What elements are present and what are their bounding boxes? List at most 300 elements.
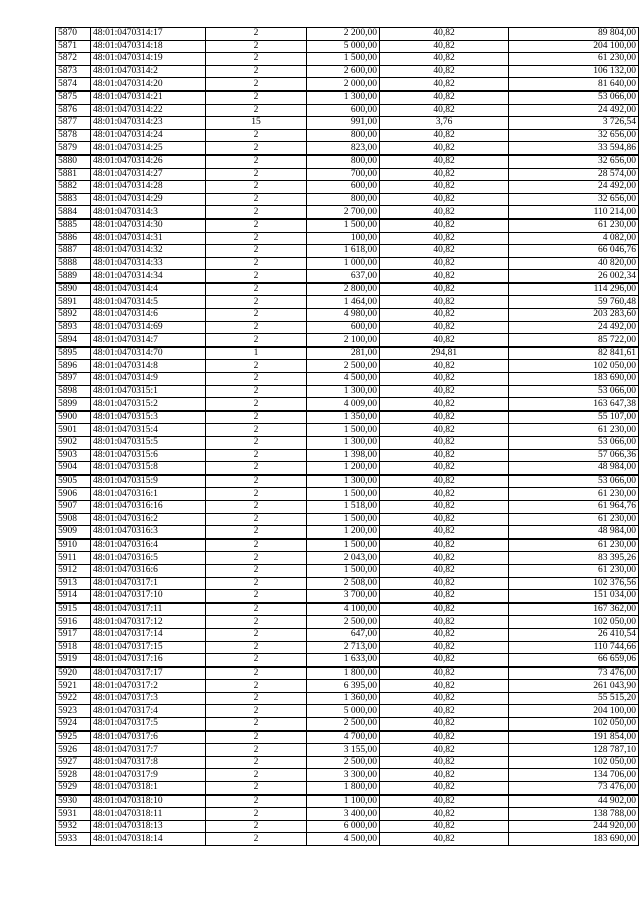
cadastral-number-cell: 48:01:0470314:32 [91, 245, 206, 258]
area-cell: 4 500,00 [307, 833, 380, 846]
cadastral-number-cell: 48:01:0470318:14 [91, 833, 206, 846]
category-code-cell: 2 [206, 411, 307, 424]
category-code-cell: 2 [206, 385, 307, 398]
table-row [56, 28, 639, 41]
rate-cell: 40,82 [380, 628, 509, 641]
cadastral-number-cell: 48:01:0470314:8 [91, 360, 206, 373]
rate-cell: 40,82 [380, 181, 509, 194]
area-cell: 637,00 [307, 270, 380, 283]
row-number-cell: 5909 [56, 526, 91, 539]
value-cell: 163 647,38 [509, 398, 639, 411]
value-cell: 106 132,00 [509, 65, 639, 78]
value-cell: 61 230,00 [509, 219, 639, 232]
rate-cell: 40,82 [380, 833, 509, 846]
cadastral-number-cell: 48:01:0470314:34 [91, 270, 206, 283]
rate-cell: 40,82 [380, 500, 509, 513]
cadastral-number-cell: 48:01:0470318:10 [91, 795, 206, 808]
category-code-cell: 2 [206, 692, 307, 705]
row-number-cell: 5918 [56, 641, 91, 654]
category-code-cell: 2 [206, 475, 307, 488]
category-code-cell: 2 [206, 513, 307, 526]
cadastral-number-cell: 48:01:0470314:6 [91, 309, 206, 322]
value-cell: 66 659,06 [509, 654, 639, 667]
area-cell: 2 500,00 [307, 718, 380, 731]
value-cell: 244 920,00 [509, 820, 639, 833]
category-code-cell: 2 [206, 705, 307, 718]
table-row [56, 718, 639, 731]
rate-cell: 40,82 [380, 641, 509, 654]
row-number-cell: 5877 [56, 117, 91, 130]
area-cell: 1 200,00 [307, 462, 380, 475]
table-row [56, 373, 639, 386]
category-code-cell: 2 [206, 283, 307, 296]
area-cell: 5 000,00 [307, 40, 380, 53]
value-cell: 33 594,86 [509, 142, 639, 155]
row-number-cell: 5893 [56, 321, 91, 334]
row-number-cell: 5930 [56, 795, 91, 808]
row-number-cell: 5921 [56, 680, 91, 693]
value-cell: 82 841,61 [509, 347, 639, 360]
area-cell: 823,00 [307, 142, 380, 155]
rate-cell: 40,82 [380, 513, 509, 526]
cadastral-number-cell: 48:01:0470316:6 [91, 564, 206, 577]
value-cell: 110 214,00 [509, 206, 639, 219]
area-cell: 600,00 [307, 181, 380, 194]
category-code-cell: 2 [206, 181, 307, 194]
rate-cell: 40,82 [380, 654, 509, 667]
rate-cell: 40,82 [380, 360, 509, 373]
row-number-cell: 5919 [56, 654, 91, 667]
category-code-cell: 2 [206, 718, 307, 731]
row-number-cell: 5880 [56, 155, 91, 168]
row-number-cell: 5897 [56, 373, 91, 386]
row-number-cell: 5933 [56, 833, 91, 846]
row-number-cell: 5926 [56, 744, 91, 757]
category-code-cell: 2 [206, 168, 307, 181]
row-number-cell: 5924 [56, 718, 91, 731]
rate-cell: 40,82 [380, 590, 509, 603]
area-cell: 1 500,00 [307, 513, 380, 526]
value-cell: 59 760,48 [509, 296, 639, 309]
rate-cell: 40,82 [380, 782, 509, 795]
area-cell: 2 100,00 [307, 334, 380, 347]
category-code-cell: 2 [206, 667, 307, 680]
table-row [56, 117, 639, 130]
category-code-cell: 2 [206, 91, 307, 104]
category-code-cell: 2 [206, 398, 307, 411]
table-row [56, 769, 639, 782]
category-code-cell: 2 [206, 78, 307, 91]
row-number-cell: 5932 [56, 820, 91, 833]
rate-cell: 40,82 [380, 820, 509, 833]
table-row [56, 398, 639, 411]
table-row [56, 705, 639, 718]
table-row [56, 142, 639, 155]
area-cell: 4 700,00 [307, 731, 380, 744]
rate-cell: 40,82 [380, 385, 509, 398]
cadastral-number-cell: 48:01:0470314:3 [91, 206, 206, 219]
cadastral-number-cell: 48:01:0470314:27 [91, 168, 206, 181]
rate-cell: 40,82 [380, 488, 509, 501]
value-cell: 57 066,36 [509, 449, 639, 462]
value-cell: 102 050,00 [509, 360, 639, 373]
table-row [56, 168, 639, 181]
area-cell: 1 300,00 [307, 385, 380, 398]
cadastral-number-cell: 48:01:0470316:4 [91, 539, 206, 552]
cadastral-number-cell: 48:01:0470317:7 [91, 744, 206, 757]
value-cell: 32 656,00 [509, 193, 639, 206]
cadastral-number-cell: 48:01:0470317:5 [91, 718, 206, 731]
row-number-cell: 5915 [56, 603, 91, 616]
cadastral-number-cell: 48:01:0470314:18 [91, 40, 206, 53]
rate-cell: 40,82 [380, 769, 509, 782]
value-cell: 40 820,00 [509, 257, 639, 270]
table-row [56, 232, 639, 245]
value-cell: 183 690,00 [509, 833, 639, 846]
rate-cell: 40,82 [380, 667, 509, 680]
value-cell: 134 706,00 [509, 769, 639, 782]
category-code-cell: 2 [206, 257, 307, 270]
cadastral-number-cell: 48:01:0470315:2 [91, 398, 206, 411]
area-cell: 800,00 [307, 155, 380, 168]
area-cell: 4 980,00 [307, 309, 380, 322]
row-number-cell: 5872 [56, 53, 91, 66]
row-number-cell: 5925 [56, 731, 91, 744]
area-cell: 600,00 [307, 321, 380, 334]
table-row [56, 500, 639, 513]
table-row [56, 539, 639, 552]
area-cell: 1 100,00 [307, 795, 380, 808]
row-number-cell: 5917 [56, 628, 91, 641]
cadastral-number-cell: 48:01:0470317:3 [91, 692, 206, 705]
table-row [56, 654, 639, 667]
area-cell: 2 500,00 [307, 756, 380, 769]
rate-cell: 40,82 [380, 219, 509, 232]
value-cell: 3 726,54 [509, 117, 639, 130]
rate-cell: 40,82 [380, 257, 509, 270]
rate-cell: 40,82 [380, 168, 509, 181]
rate-cell: 40,82 [380, 526, 509, 539]
area-cell: 281,00 [307, 347, 380, 360]
row-number-cell: 5914 [56, 590, 91, 603]
area-cell: 600,00 [307, 104, 380, 117]
row-number-cell: 5911 [56, 552, 91, 565]
area-cell: 1 300,00 [307, 91, 380, 104]
cadastral-number-cell: 48:01:0470317:11 [91, 603, 206, 616]
area-cell: 1 800,00 [307, 667, 380, 680]
area-cell: 1 350,00 [307, 411, 380, 424]
rate-cell: 40,82 [380, 296, 509, 309]
row-number-cell: 5895 [56, 347, 91, 360]
category-code-cell: 2 [206, 500, 307, 513]
value-cell: 32 656,00 [509, 155, 639, 168]
row-number-cell: 5899 [56, 398, 91, 411]
area-cell: 4 009,00 [307, 398, 380, 411]
rate-cell: 40,82 [380, 718, 509, 731]
area-cell: 1 500,00 [307, 219, 380, 232]
cadastral-number-cell: 48:01:0470314:22 [91, 104, 206, 117]
row-number-cell: 5888 [56, 257, 91, 270]
row-number-cell: 5912 [56, 564, 91, 577]
table-row [56, 513, 639, 526]
area-cell: 2 200,00 [307, 28, 380, 41]
cadastral-number-cell: 48:01:0470315:5 [91, 437, 206, 450]
category-code-cell: 2 [206, 245, 307, 258]
cadastral-number-cell: 48:01:0470314:7 [91, 334, 206, 347]
table-row [56, 219, 639, 232]
category-code-cell: 2 [206, 296, 307, 309]
cadastral-number-cell: 48:01:0470317:8 [91, 756, 206, 769]
table-row [56, 78, 639, 91]
rate-cell: 40,82 [380, 283, 509, 296]
category-code-cell: 2 [206, 437, 307, 450]
cadastral-number-cell: 48:01:0470314:29 [91, 193, 206, 206]
rate-cell: 40,82 [380, 28, 509, 41]
category-code-cell: 2 [206, 270, 307, 283]
rate-cell: 40,82 [380, 603, 509, 616]
table-row [56, 731, 639, 744]
cadastral-number-cell: 48:01:0470314:9 [91, 373, 206, 386]
category-code-cell: 2 [206, 795, 307, 808]
category-code-cell: 2 [206, 488, 307, 501]
value-cell: 66 046,76 [509, 245, 639, 258]
rate-cell: 40,82 [380, 398, 509, 411]
table-row [56, 270, 639, 283]
category-code-cell: 2 [206, 526, 307, 539]
cadastral-number-cell: 48:01:0470314:26 [91, 155, 206, 168]
cadastral-number-cell: 48:01:0470318:13 [91, 820, 206, 833]
rate-cell: 40,82 [380, 155, 509, 168]
row-number-cell: 5900 [56, 411, 91, 424]
category-code-cell: 2 [206, 756, 307, 769]
area-cell: 1 500,00 [307, 488, 380, 501]
row-number-cell: 5927 [56, 756, 91, 769]
value-cell: 204 100,00 [509, 705, 639, 718]
rate-cell: 40,82 [380, 424, 509, 437]
rate-cell: 40,82 [380, 193, 509, 206]
area-cell: 1 000,00 [307, 257, 380, 270]
rate-cell: 40,82 [380, 104, 509, 117]
rate-cell: 40,82 [380, 564, 509, 577]
area-cell: 1 500,00 [307, 539, 380, 552]
category-code-cell: 2 [206, 590, 307, 603]
area-cell: 800,00 [307, 193, 380, 206]
rate-cell: 40,82 [380, 309, 509, 322]
category-code-cell: 2 [206, 334, 307, 347]
rate-cell: 40,82 [380, 91, 509, 104]
table-row [56, 347, 639, 360]
rate-cell: 40,82 [380, 756, 509, 769]
value-cell: 102 050,00 [509, 718, 639, 731]
cadastral-number-cell: 48:01:0470315:4 [91, 424, 206, 437]
rate-cell: 40,82 [380, 373, 509, 386]
value-cell: 61 230,00 [509, 488, 639, 501]
category-code-cell: 2 [206, 641, 307, 654]
value-cell: 114 296,00 [509, 283, 639, 296]
category-code-cell: 2 [206, 449, 307, 462]
cadastral-number-cell: 48:01:0470315:1 [91, 385, 206, 398]
area-cell: 1 618,00 [307, 245, 380, 258]
category-code-cell: 2 [206, 539, 307, 552]
value-cell: 203 283,60 [509, 309, 639, 322]
category-code-cell: 2 [206, 654, 307, 667]
table-row [56, 795, 639, 808]
value-cell: 261 043,90 [509, 680, 639, 693]
category-code-cell: 2 [206, 219, 307, 232]
row-number-cell: 5931 [56, 808, 91, 821]
cadastral-number-cell: 48:01:0470315:8 [91, 462, 206, 475]
table-body [56, 28, 639, 846]
table-row [56, 628, 639, 641]
cadastral-number-cell: 48:01:0470316:2 [91, 513, 206, 526]
area-cell: 100,00 [307, 232, 380, 245]
row-number-cell: 5883 [56, 193, 91, 206]
cadastral-number-cell: 48:01:0470314:33 [91, 257, 206, 270]
table-row [56, 782, 639, 795]
category-code-cell: 2 [206, 206, 307, 219]
row-number-cell: 5892 [56, 309, 91, 322]
cadastral-number-cell: 48:01:0470314:28 [91, 181, 206, 194]
rate-cell: 40,82 [380, 206, 509, 219]
category-code-cell: 2 [206, 820, 307, 833]
rate-cell: 40,82 [380, 539, 509, 552]
value-cell: 102 376,56 [509, 577, 639, 590]
row-number-cell: 5901 [56, 424, 91, 437]
rate-cell: 40,82 [380, 795, 509, 808]
category-code-cell: 2 [206, 424, 307, 437]
cadastral-number-cell: 48:01:0470314:20 [91, 78, 206, 91]
table-row [56, 756, 639, 769]
value-cell: 26 410,54 [509, 628, 639, 641]
row-number-cell: 5870 [56, 28, 91, 41]
area-cell: 3 700,00 [307, 590, 380, 603]
row-number-cell: 5884 [56, 206, 91, 219]
rate-cell: 40,82 [380, 577, 509, 590]
category-code-cell: 2 [206, 731, 307, 744]
cadastral-number-cell: 48:01:0470317:17 [91, 667, 206, 680]
rate-cell: 40,82 [380, 270, 509, 283]
area-cell: 1 500,00 [307, 564, 380, 577]
row-number-cell: 5905 [56, 475, 91, 488]
row-number-cell: 5896 [56, 360, 91, 373]
area-cell: 991,00 [307, 117, 380, 130]
row-number-cell: 5886 [56, 232, 91, 245]
area-cell: 1 464,00 [307, 296, 380, 309]
value-cell: 89 804,00 [509, 28, 639, 41]
rate-cell: 40,82 [380, 449, 509, 462]
table-row [56, 641, 639, 654]
value-cell: 102 050,00 [509, 756, 639, 769]
rate-cell: 40,82 [380, 552, 509, 565]
category-code-cell: 2 [206, 321, 307, 334]
rate-cell: 40,82 [380, 411, 509, 424]
table-row [56, 206, 639, 219]
table-row [56, 808, 639, 821]
row-number-cell: 5906 [56, 488, 91, 501]
rate-cell: 40,82 [380, 232, 509, 245]
area-cell: 2 000,00 [307, 78, 380, 91]
category-code-cell: 2 [206, 40, 307, 53]
rate-cell: 40,82 [380, 40, 509, 53]
cadastral-number-cell: 48:01:0470314:30 [91, 219, 206, 232]
area-cell: 1 300,00 [307, 475, 380, 488]
table-row [56, 257, 639, 270]
table-row [56, 590, 639, 603]
row-number-cell: 5874 [56, 78, 91, 91]
row-number-cell: 5871 [56, 40, 91, 53]
category-code-cell: 2 [206, 232, 307, 245]
table-row [56, 667, 639, 680]
value-cell: 83 395,26 [509, 552, 639, 565]
table-row [56, 360, 639, 373]
row-number-cell: 5916 [56, 616, 91, 629]
area-cell: 4 500,00 [307, 373, 380, 386]
value-cell: 61 230,00 [509, 424, 639, 437]
row-number-cell: 5873 [56, 65, 91, 78]
cadastral-table [55, 27, 639, 846]
value-cell: 26 002,34 [509, 270, 639, 283]
value-cell: 191 854,00 [509, 731, 639, 744]
area-cell: 4 100,00 [307, 603, 380, 616]
cadastral-number-cell: 48:01:0470316:1 [91, 488, 206, 501]
rate-cell: 40,82 [380, 437, 509, 450]
value-cell: 24 492,00 [509, 104, 639, 117]
area-cell: 1 500,00 [307, 424, 380, 437]
value-cell: 167 362,00 [509, 603, 639, 616]
table-row [56, 334, 639, 347]
table-row [56, 91, 639, 104]
area-cell: 2 500,00 [307, 616, 380, 629]
cadastral-number-cell: 48:01:0470314:31 [91, 232, 206, 245]
area-cell: 1 360,00 [307, 692, 380, 705]
value-cell: 53 066,00 [509, 385, 639, 398]
table-row [56, 462, 639, 475]
value-cell: 24 492,00 [509, 181, 639, 194]
cadastral-number-cell: 48:01:0470317:9 [91, 769, 206, 782]
area-cell: 2 713,00 [307, 641, 380, 654]
area-cell: 5 000,00 [307, 705, 380, 718]
table-row [56, 296, 639, 309]
value-cell: 48 984,00 [509, 462, 639, 475]
row-number-cell: 5908 [56, 513, 91, 526]
category-code-cell: 2 [206, 155, 307, 168]
cadastral-number-cell: 48:01:0470314:17 [91, 28, 206, 41]
value-cell: 44 902,00 [509, 795, 639, 808]
category-code-cell: 2 [206, 769, 307, 782]
cadastral-number-cell: 48:01:0470317:6 [91, 731, 206, 744]
table-row [56, 193, 639, 206]
table-row [56, 129, 639, 142]
category-code-cell: 2 [206, 808, 307, 821]
value-cell: 85 722,00 [509, 334, 639, 347]
area-cell: 3 400,00 [307, 808, 380, 821]
area-cell: 3 300,00 [307, 769, 380, 782]
row-number-cell: 5875 [56, 91, 91, 104]
rate-cell: 40,82 [380, 321, 509, 334]
cadastral-number-cell: 48:01:0470314:5 [91, 296, 206, 309]
category-code-cell: 2 [206, 360, 307, 373]
category-code-cell: 2 [206, 552, 307, 565]
category-code-cell: 2 [206, 53, 307, 66]
category-code-cell: 2 [206, 744, 307, 757]
table-row [56, 552, 639, 565]
value-cell: 61 964,76 [509, 500, 639, 513]
category-code-cell: 2 [206, 628, 307, 641]
category-code-cell: 2 [206, 104, 307, 117]
row-number-cell: 5929 [56, 782, 91, 795]
value-cell: 32 656,00 [509, 129, 639, 142]
rate-cell: 40,82 [380, 705, 509, 718]
